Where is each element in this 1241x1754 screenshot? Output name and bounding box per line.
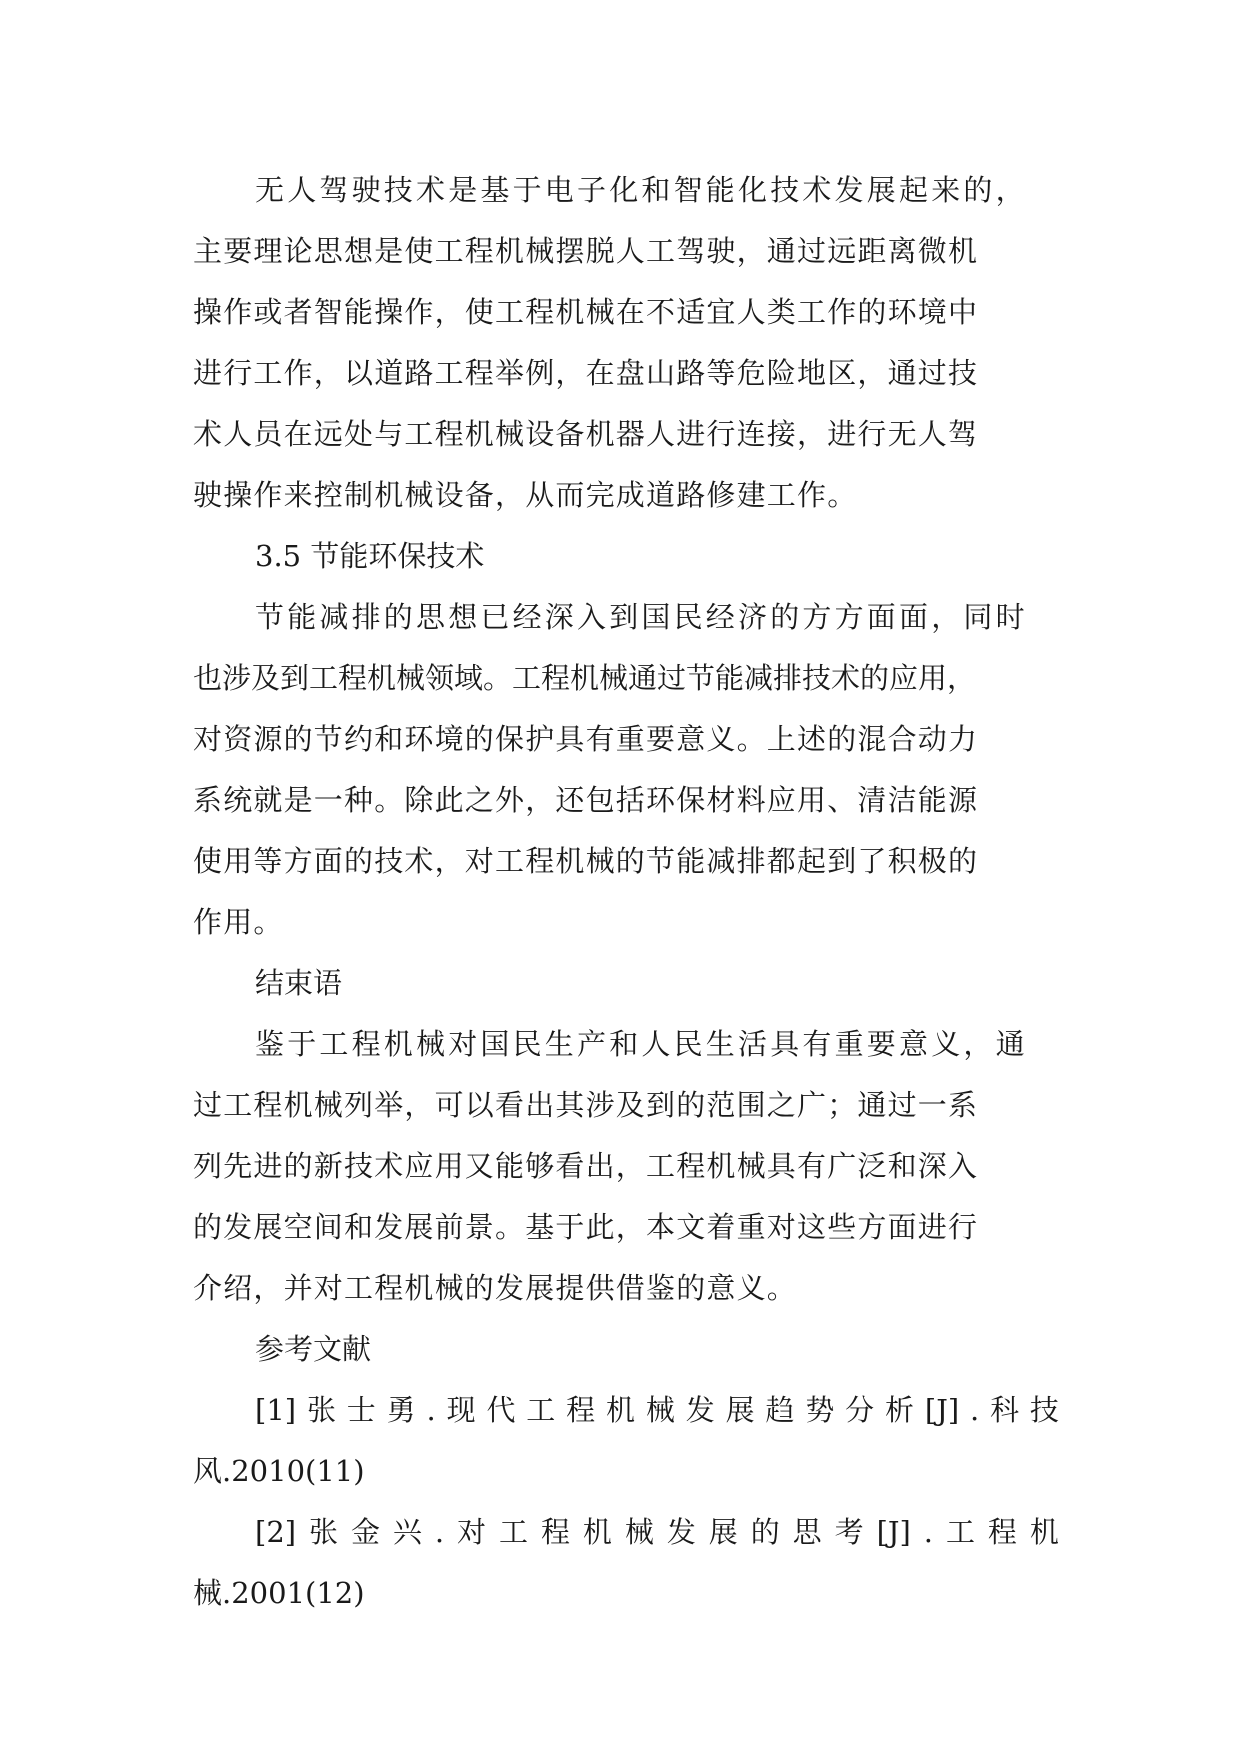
section-3-5-heading: 3.5 节能环保技术 [255, 539, 485, 573]
reference-1-part: 程 [566, 1393, 596, 1427]
paragraph-2-line-1: 节能减排的思想已经深入到国民经济的方方面面，同时 [255, 600, 1028, 634]
reference-2-part: 程 [540, 1515, 570, 1549]
reference-2-part: . [434, 1515, 445, 1549]
reference-2-number: [2] [255, 1515, 297, 1549]
reference-1-part: . [426, 1393, 436, 1427]
paragraph-2-line-6: 作用。 [193, 905, 284, 939]
paragraph-3-line-2: 过工程机械列举，可以看出其涉及到的范围之广；通过一系 [193, 1088, 979, 1122]
reference-2 [193, 1502, 1059, 1563]
reference-1-line-1 [255, 1380, 1059, 1441]
reference-2-line-1 [255, 1502, 1059, 1563]
reference-1-part: 工 [526, 1393, 556, 1427]
reference-2-part: 械 [624, 1515, 654, 1549]
reference-2-part: 思 [792, 1515, 822, 1549]
reference-1-part: 士 [346, 1393, 376, 1427]
reference-1-part: 机 [606, 1393, 636, 1427]
reference-2-part: 对 [457, 1515, 487, 1549]
reference-1-part: 勇 [386, 1393, 416, 1427]
reference-1-part: . [970, 1393, 980, 1427]
reference-2-line-2: 械.2001(12) [193, 1576, 365, 1610]
paragraph-1-line-2: 主要理论思想是使工程机械摆脱人工驾驶，通过远距离微机 [193, 234, 979, 268]
paragraph-1-line-6: 驶操作来控制机械设备，从而完成道路修建工作。 [193, 478, 858, 512]
reference-1-part: 科 [990, 1393, 1020, 1427]
paragraph-2-line-5: 使用等方面的技术，对工程机械的节能减排都起到了积极的 [193, 844, 979, 878]
reference-1-part: 发 [685, 1393, 715, 1427]
reference-1-part: 势 [805, 1393, 835, 1427]
reference-2-part: 工 [499, 1515, 529, 1549]
reference-2-part: 金 [350, 1515, 380, 1549]
paragraph-2-line-4: 系统就是一种。除此之外，还包括环保材料应用、清洁能源 [193, 783, 979, 817]
reference-2-part: 发 [666, 1515, 696, 1549]
paragraph-3-line-4: 的发展空间和发展前景。基于此，本文着重对这些方面进行 [193, 1210, 979, 1244]
reference-2-part: 张 [309, 1515, 339, 1549]
paragraph-2-line-2: 也涉及到工程机械领域。工程机械通过节能减排技术的应用， [193, 661, 977, 695]
reference-1 [193, 1380, 1059, 1441]
paragraph-1-line-1: 无人驾驶技术是基于电子化和智能化技术发展起来的， [255, 173, 1028, 207]
reference-1-part: 械 [645, 1393, 675, 1427]
reference-1-part: 张 [306, 1393, 336, 1427]
reference-1-part: 代 [486, 1393, 516, 1427]
paragraph-2-line-3: 对资源的节约和环境的保护具有重要意义。上述的混合动力 [193, 722, 979, 756]
reference-1-part: 分 [845, 1393, 875, 1427]
reference-2-part: 考 [834, 1515, 864, 1549]
paragraph-1-line-4: 进行工作，以道路工程举例，在盘山路等危险地区，通过技 [193, 356, 979, 390]
paragraph-3-line-5: 介绍，并对工程机械的发展提供借鉴的意义。 [193, 1271, 798, 1305]
conclusion-heading: 结束语 [255, 966, 343, 1000]
reference-1-part: [J] [924, 1393, 960, 1427]
reference-2-part: . [923, 1515, 933, 1549]
paragraph-3-line-1: 鉴于工程机械对国民生产和人民生活具有重要意义，通 [255, 1027, 1028, 1061]
reference-2-part: 展 [708, 1515, 738, 1549]
reference-2-part: 机 [582, 1515, 612, 1549]
reference-2-part: 工 [945, 1515, 975, 1549]
reference-2-part: 的 [750, 1515, 780, 1549]
reference-2-part: 程 [987, 1515, 1017, 1549]
reference-1-line-2: 风.2010(11) [193, 1454, 365, 1488]
reference-1-part: 技 [1029, 1393, 1059, 1427]
document-body [193, 160, 1059, 1624]
reference-2-part: 机 [1029, 1515, 1059, 1549]
paragraph-1-line-5: 术人员在远处与工程机械设备机器人进行连接，进行无人驾 [193, 417, 979, 451]
paragraph-3-line-3: 列先进的新技术应用又能够看出，工程机械具有广泛和深入 [193, 1149, 979, 1183]
reference-2-part: [J] [876, 1515, 911, 1549]
reference-1-part: 趋 [765, 1393, 795, 1427]
reference-1-part: 展 [725, 1393, 755, 1427]
paragraph-1-line-3: 操作或者智能操作，使工程机械在不适宜人类工作的环境中 [193, 295, 979, 329]
reference-1-part: 析 [885, 1393, 915, 1427]
references-heading: 参考文献 [255, 1332, 372, 1366]
reference-1-part: 现 [446, 1393, 476, 1427]
reference-2-part: 兴 [392, 1515, 422, 1549]
reference-1-number: [1] [255, 1393, 297, 1427]
